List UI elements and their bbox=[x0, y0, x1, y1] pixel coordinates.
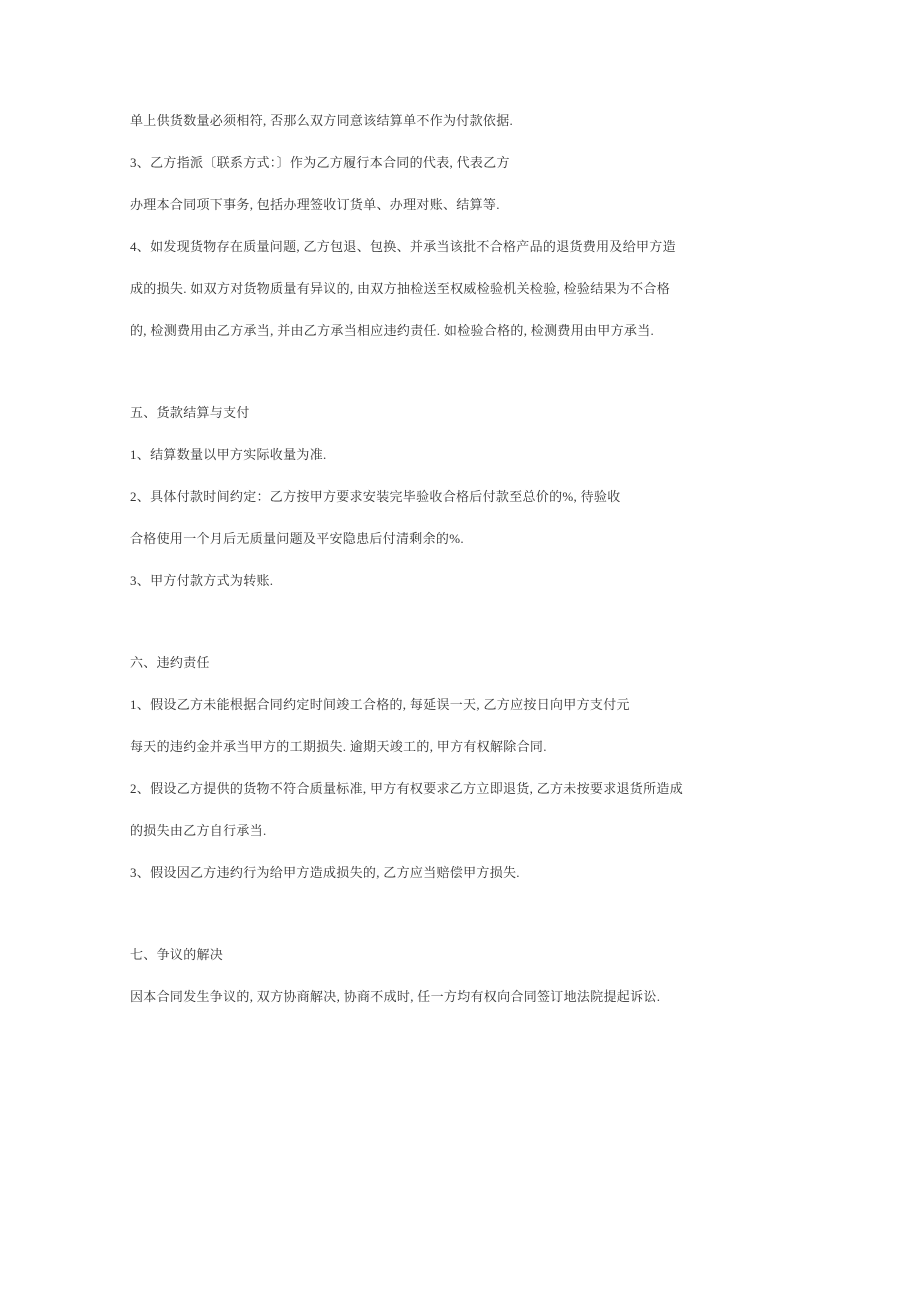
contract-line: 办理本合同项下事务, 包括办理签收订货单、办理对账、结算等. bbox=[130, 197, 500, 212]
contract-line: 1、假设乙方未能根据合同约定时间竣工合格的, 每延误一天, 乙方应按日向甲方支付元 bbox=[130, 697, 630, 712]
contract-section-5-payment bbox=[130, 392, 860, 602]
contract-line: 3、甲方付款方式为转账. bbox=[130, 573, 274, 588]
contract-line: 4、如发现货物存在质量问题, 乙方包退、包换、并承当该批不合格产品的退货费用及给甲方造 bbox=[130, 239, 676, 254]
contract-line: 成的损失. 如双方对货物质量有异议的, 由双方抽检送至权威检验机关检验, 检验结果为不合格 bbox=[130, 281, 671, 296]
contract-section-7-dispute bbox=[130, 934, 860, 1018]
contract-line: 的损失由乙方自行承当. bbox=[130, 823, 267, 838]
contract-line: 因本合同发生争议的, 双方协商解决, 协商不成时, 任一方均有权向合同签订地法院提起诉讼. bbox=[130, 989, 661, 1004]
contract-line: 单上供货数量必须相符, 否那么双方同意该结算单不作为付款依据. bbox=[130, 113, 514, 128]
section-heading: 五、货款结算与支付 bbox=[130, 405, 250, 420]
contract-line: 3、假设因乙方违约行为给甲方造成损失的, 乙方应当赔偿甲方损失. bbox=[130, 865, 520, 880]
contract-line: 的, 检测费用由乙方承当, 并由乙方承当相应违约责任. 如检验合格的, 检测费用由甲方承当. bbox=[130, 323, 655, 338]
contract-line: 2、具体付款时间约定：乙方按甲方要求安装完毕验收合格后付款至总价的%, 待验收 bbox=[130, 489, 621, 504]
contract-section-6-breach bbox=[130, 642, 860, 894]
section-heading: 六、违约责任 bbox=[130, 655, 210, 670]
contract-line: 合格使用一个月后无质量问题及平安隐患后付清剩余的%. bbox=[130, 531, 464, 546]
section-heading: 七、争议的解决 bbox=[130, 947, 224, 962]
contract-section-4-continued bbox=[130, 100, 860, 352]
contract-line: 1、结算数量以甲方实际收量为准. bbox=[130, 447, 327, 462]
contract-line: 3、乙方指派〔联系方式：〕作为乙方履行本合同的代表, 代表乙方 bbox=[130, 155, 510, 170]
contract-line: 每天的违约金并承当甲方的工期损失. 逾期天竣工的, 甲方有权解除合同. bbox=[130, 739, 547, 754]
contract-line: 2、假设乙方提供的货物不符合质量标准, 甲方有权要求乙方立即退货, 乙方未按要求退货所造成 bbox=[130, 781, 684, 796]
